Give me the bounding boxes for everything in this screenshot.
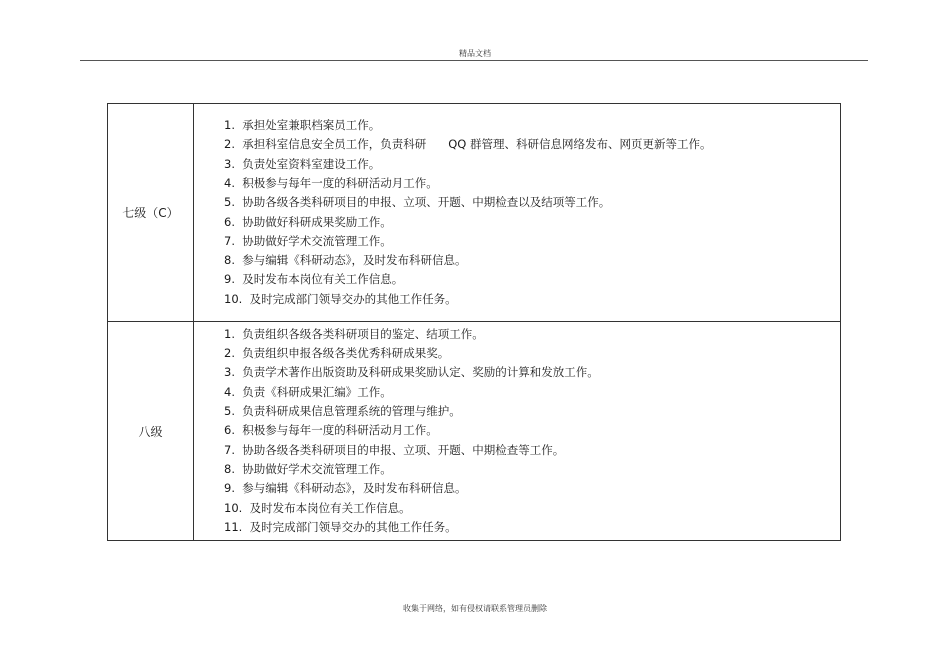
header-divider [80, 60, 868, 61]
duty-item: 10. 及时完成部门领导交办的其他工作任务。 [224, 291, 457, 306]
page-header: 精品文档 [459, 49, 491, 58]
duty-list [224, 325, 840, 537]
duty-item: 3. 负责学术著作出版资助及科研成果奖励认定、奖励的计算和发放工作。 [224, 365, 599, 380]
duty-item: 10. 及时发布本岗位有关工作信息。 [224, 500, 411, 515]
duty-item: 8. 参与编辑《科研动态》，及时发布科研信息。 [224, 253, 467, 268]
table-row-level-7 [108, 104, 841, 322]
duty-item: 5. 负责科研成果信息管理系统的管理与维护。 [224, 404, 461, 419]
page-footer: 收集于网络，如有侵权请联系管理员删除 [403, 604, 547, 613]
table-row-level-8 [108, 322, 841, 541]
duty-item: 8. 协助做好学术交流管理工作。 [224, 461, 392, 476]
level-cell: 八级 [108, 322, 194, 541]
duty-item: 7. 协助做好学术交流管理工作。 [224, 233, 392, 248]
duty-item: 1. 承担处室兼职档案员工作。 [224, 118, 381, 133]
duties-cell [194, 322, 841, 541]
level-cell: 七级（C） [108, 104, 194, 322]
duty-item: 1. 负责组织各级各类科研项目的鉴定、结项工作。 [224, 326, 484, 341]
duty-item: 4. 负责《科研成果汇编》工作。 [224, 384, 392, 399]
duty-item: 3. 负责处室资料室建设工作。 [224, 156, 381, 171]
duty-item: 6. 协助做好科研成果奖励工作。 [224, 214, 392, 229]
duty-item: 7. 协助各级各类科研项目的申报、立项、开题、中期检查等工作。 [224, 442, 565, 457]
duty-item: 5. 协助各级各类科研项目的申报、立项、开题、中期检查以及结项等工作。 [224, 195, 611, 210]
duty-list [224, 116, 840, 309]
duty-item: 2. 承担科室信息安全员工作，负责科研 QQ 群管理、科研信息网络发布、网页更新等工作。 [224, 137, 712, 152]
duty-table [107, 103, 841, 541]
duties-cell [194, 104, 841, 322]
duty-item: 11. 及时完成部门领导交办的其他工作任务。 [224, 519, 457, 534]
duty-item: 4. 积极参与每年一度的科研活动月工作。 [224, 175, 438, 190]
duty-item: 2. 负责组织申报各级各类优秀科研成果奖。 [224, 346, 450, 361]
duty-item: 6. 积极参与每年一度的科研活动月工作。 [224, 423, 438, 438]
duty-item: 9. 参与编辑《科研动态》，及时发布科研信息。 [224, 481, 467, 496]
duty-item: 9. 及时发布本岗位有关工作信息。 [224, 272, 404, 287]
